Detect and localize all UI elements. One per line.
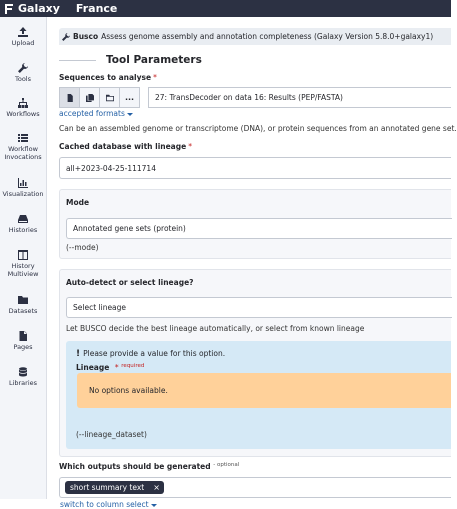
- list-icon: [18, 133, 28, 143]
- exclamation-icon: !: [76, 349, 81, 359]
- activity-label: Visualization: [2, 190, 44, 198]
- caret-down-icon: [151, 504, 157, 507]
- instance-title: France: [75, 2, 118, 15]
- lineage-argument: (--lineage_dataset): [76, 430, 147, 439]
- lineage-mode-select[interactable]: Select lineage: [66, 297, 452, 318]
- lineage-mode-title: Auto-detect or select lineage?: [66, 278, 194, 287]
- chip-label: short summary text: [70, 483, 145, 492]
- alert-message: ! Please provide a value for this option.: [76, 349, 226, 359]
- activity-bar: [0, 17, 47, 499]
- galaxy-logo-icon: [4, 3, 14, 15]
- activity-label: History Multiview: [7, 262, 39, 278]
- cached-db-label: Cached database with lineage *: [59, 142, 192, 151]
- mode-select[interactable]: Annotated gene sets (protein): [66, 218, 452, 239]
- activity-label: Workflow Invocations: [4, 145, 42, 161]
- activity-tools[interactable]: [0, 63, 46, 83]
- file-icon: [66, 94, 74, 102]
- dataset-collection-button[interactable]: [99, 87, 120, 108]
- lineage-mode-help: Let BUSCO decide the best lineage automatically, or select from known lineage: [66, 324, 365, 333]
- folder-icon: [18, 295, 28, 305]
- outputs-label: Which outputs should be generated $^{- optional}$: [59, 462, 240, 471]
- chip-remove-icon[interactable]: ×: [153, 483, 160, 492]
- caret-down-icon: [127, 113, 133, 116]
- sequences-select[interactable]: 27: TransDecoder on data 16: Results (PEP/FASTA): [148, 87, 451, 108]
- activity-label: Upload: [11, 39, 35, 47]
- activity-label: Workflows: [6, 110, 40, 118]
- activity-upload[interactable]: [0, 27, 46, 47]
- browse-datasets-button[interactable]: [119, 87, 140, 108]
- activity-invocations[interactable]: [0, 133, 46, 161]
- wrench-icon: [62, 33, 70, 41]
- activity-libraries[interactable]: [0, 367, 46, 387]
- activity-label: Libraries: [8, 379, 38, 387]
- activity-workflows[interactable]: [0, 98, 46, 118]
- activity-histories[interactable]: [0, 214, 46, 234]
- sequences-help: Can be an assembled genome or transcriptome (DNA), or protein sequences from an annotated gene set.: [59, 124, 457, 133]
- mode-title: Mode: [66, 198, 90, 207]
- hdd-icon: [18, 214, 28, 224]
- chart-icon: [18, 178, 28, 188]
- activity-label: Tools: [14, 75, 31, 83]
- columns-icon: [18, 250, 28, 260]
- tool-name: Busco: [73, 32, 99, 41]
- no-options-warning: No options available.: [77, 373, 451, 408]
- section-rule: [59, 60, 96, 61]
- center-panel: [47, 17, 457, 509]
- tool-header: [59, 28, 451, 45]
- activity-multiview[interactable]: [0, 250, 46, 278]
- activity-label: Datasets: [8, 307, 38, 315]
- database-icon: [18, 367, 28, 377]
- activity-label: Pages: [13, 343, 33, 351]
- ellipsis-icon: ...: [124, 93, 135, 102]
- activity-visualization[interactable]: [0, 178, 46, 198]
- switch-column-select-link[interactable]: switch to column select: [60, 500, 157, 509]
- mode-panel: [59, 189, 451, 259]
- brand-name: Galaxy: [18, 2, 60, 15]
- mode-argument: (--mode): [66, 243, 99, 252]
- masthead: [0, 0, 451, 17]
- lineage-label: Lineage * $^{required}$: [76, 363, 145, 372]
- folder-icon: [106, 94, 114, 102]
- section-title: Tool Parameters: [106, 54, 202, 66]
- sequences-label: Sequences to analyse *: [59, 73, 157, 82]
- copy-icon: [86, 94, 94, 102]
- output-chip: [65, 481, 164, 494]
- single-dataset-button[interactable]: [59, 87, 80, 108]
- galaxy-brand[interactable]: [0, 2, 60, 15]
- file-icon: [18, 331, 28, 341]
- multiple-datasets-button[interactable]: [79, 87, 100, 108]
- input-source-buttons: [59, 87, 139, 108]
- activity-pages[interactable]: [0, 331, 46, 351]
- sitemap-icon: [18, 98, 28, 108]
- accepted-formats-link[interactable]: accepted formats: [59, 109, 133, 118]
- activity-datasets[interactable]: [0, 295, 46, 315]
- wrench-icon: [18, 63, 28, 73]
- tool-description: Assess genome assembly and annotation completeness (Galaxy Version 5.8.0+galaxy1): [101, 32, 434, 41]
- activity-label: Histories: [8, 226, 38, 234]
- upload-icon: [18, 27, 28, 37]
- cached-db-select[interactable]: all+2023-04-25-111714: [59, 157, 451, 179]
